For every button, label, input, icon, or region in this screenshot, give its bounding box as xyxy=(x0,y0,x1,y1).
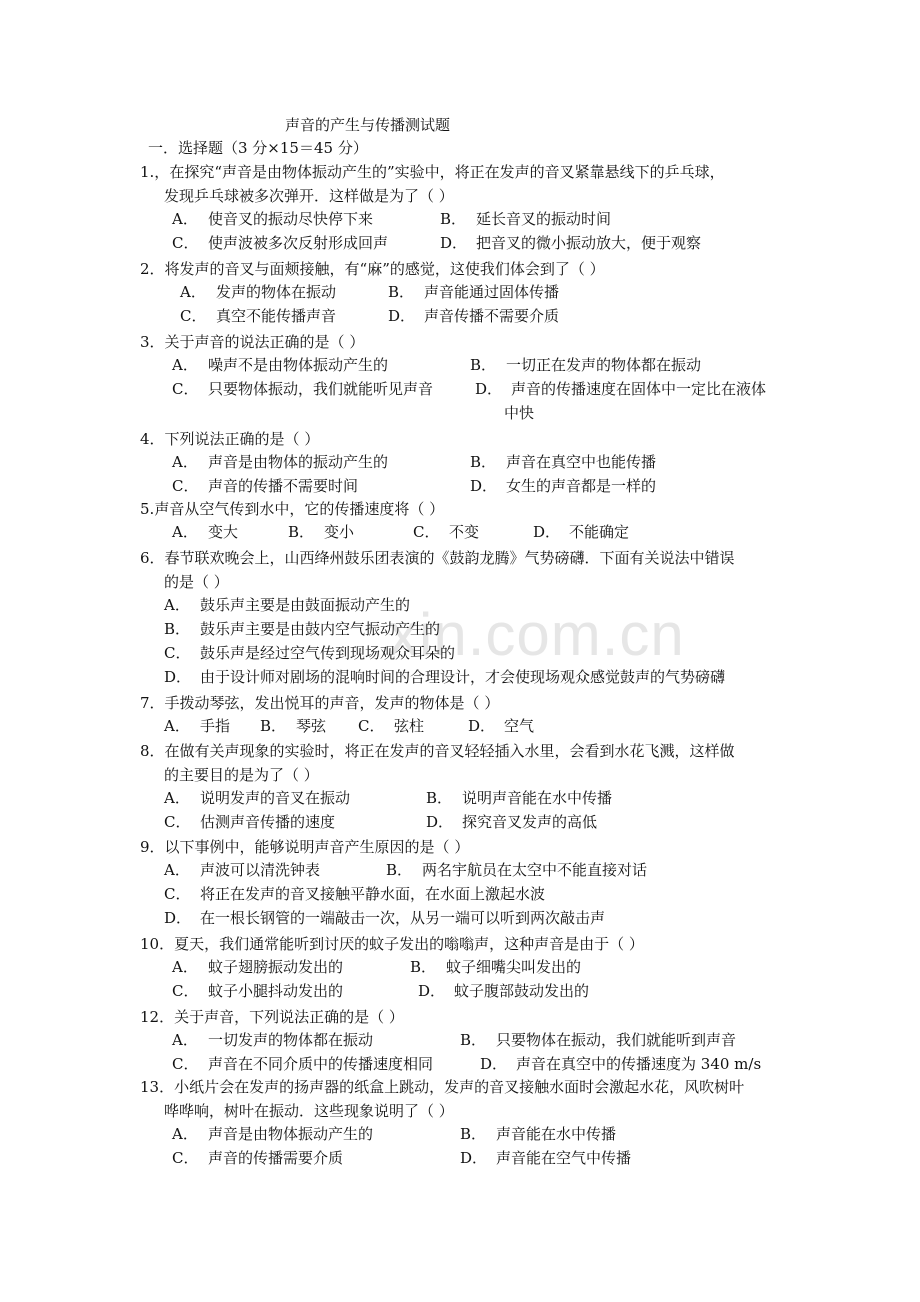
option-text: 声波可以清洗钟表 xyxy=(200,861,321,879)
option-a xyxy=(164,787,350,808)
option-text: 蚊子小腿抖动发出的 xyxy=(208,982,344,1000)
option-c xyxy=(413,521,479,542)
option-label: C． xyxy=(172,234,199,252)
question-text: 关于声音的说法正确的是（ ） xyxy=(164,333,365,351)
option-a xyxy=(164,859,320,880)
option-a xyxy=(172,354,388,375)
option-label: D． xyxy=(388,307,416,325)
question-stem xyxy=(140,932,644,956)
question-number: 1.， xyxy=(140,163,170,181)
question-stem xyxy=(140,1005,404,1029)
option-text: 鼓乐声主要是由鼓内空气振动产生的 xyxy=(200,620,441,638)
question-2 xyxy=(140,257,605,325)
question-stem xyxy=(140,835,469,859)
option-text: 发声的物体在振动 xyxy=(216,283,337,301)
option-label: B． xyxy=(460,1125,487,1143)
option-text: 只要物体振动，我们就能听见声音 xyxy=(208,380,434,398)
option-label: C． xyxy=(164,813,191,831)
option-d xyxy=(164,666,725,687)
option-text: 蚊子细嘴尖叫发出的 xyxy=(446,958,582,976)
question-text: 夏天，我们通常能听到讨厌的蚊子发出的嗡嗡声，这种声音是由于（ ） xyxy=(174,935,644,953)
question-text: 下列说法正确的是（ ） xyxy=(164,430,320,448)
option-label: B． xyxy=(386,861,413,879)
option-d xyxy=(460,1147,631,1168)
question-stem xyxy=(140,257,605,281)
question-number: 5. xyxy=(140,500,155,518)
option-text: 使音叉的振动尽快停下来 xyxy=(208,210,374,228)
option-label: C． xyxy=(180,307,207,325)
question-stem xyxy=(140,427,319,451)
option-a xyxy=(164,594,410,615)
option-text: 女生的声音都是一样的 xyxy=(506,477,657,495)
option-label: C． xyxy=(172,380,199,398)
option-label: C． xyxy=(172,1055,199,1073)
option-d xyxy=(164,907,605,928)
option-a xyxy=(180,281,336,302)
option-d xyxy=(468,715,534,736)
option-label: A． xyxy=(172,210,198,228)
option-text: 说明声音能在水中传播 xyxy=(462,789,613,807)
option-label: B． xyxy=(426,789,453,807)
option-label: A． xyxy=(172,356,198,374)
option-c xyxy=(164,642,455,663)
question-stem xyxy=(140,691,499,715)
option-text: 声音能在空气中传播 xyxy=(496,1149,632,1167)
question-7 xyxy=(140,691,535,735)
option-label: D． xyxy=(475,380,503,398)
option-label: C． xyxy=(172,477,199,495)
option-label: D． xyxy=(460,1149,488,1167)
question-stem-continued: 发现乒乓球被多次弹开．这样做是为了（ ） xyxy=(164,187,454,205)
option-a xyxy=(172,1029,373,1050)
option-d xyxy=(426,811,597,832)
question-number: 6． xyxy=(140,549,165,567)
question-stem xyxy=(140,330,364,354)
option-text: 鼓乐声是经过空气传到现场观众耳朵的 xyxy=(200,644,456,662)
question-text: 春节联欢晚会上，山西绛州鼓乐团表演的《鼓韵龙腾》气势磅礴．下面有关说法中错误 xyxy=(164,549,735,567)
option-label: B． xyxy=(440,210,467,228)
question-text: 在做有关声现象的实验时，将正在发声的音叉轻轻插入水里，会看到水花飞溅，这样做 xyxy=(164,742,735,760)
option-b xyxy=(388,281,559,302)
option-text: 声音的传播需要介质 xyxy=(208,1149,344,1167)
option-text: 不变 xyxy=(449,523,480,541)
option-label: C． xyxy=(164,644,191,662)
option-label: B． xyxy=(288,523,315,541)
question-stem-continued: 的主要目的是为了（ ） xyxy=(164,766,319,784)
option-c xyxy=(172,378,433,399)
option-text: 手指 xyxy=(200,717,231,735)
option-a xyxy=(172,451,388,472)
option-label: D． xyxy=(533,523,561,541)
question-number: 9． xyxy=(140,838,165,856)
option-text: 声音在真空中也能传播 xyxy=(506,453,657,471)
question-stem xyxy=(140,546,735,570)
question-stem xyxy=(140,497,444,521)
option-b xyxy=(460,1029,736,1050)
option-text: 使声波被多次反射形成回声 xyxy=(208,234,389,252)
option-c xyxy=(358,715,424,736)
option-label: A． xyxy=(172,453,198,471)
option-label: A． xyxy=(172,1125,198,1143)
option-a xyxy=(172,1123,373,1144)
option-label: B． xyxy=(164,620,191,638)
option-label: D． xyxy=(440,234,468,252)
option-b xyxy=(470,354,701,375)
option-d xyxy=(475,378,766,399)
option-label: D． xyxy=(468,717,496,735)
question-5 xyxy=(140,497,630,541)
option-text: 空气 xyxy=(504,717,535,735)
option-text: 一切发声的物体都在振动 xyxy=(208,1031,374,1049)
question-stem xyxy=(140,1075,744,1099)
option-label: A． xyxy=(164,861,190,879)
option-d xyxy=(440,232,701,253)
option-text-continued: 中快 xyxy=(504,404,535,422)
option-text: 由于设计师对剧场的混响时间的合理设计，才会使现场观众感觉鼓声的气势磅礴 xyxy=(200,668,726,686)
option-label: A． xyxy=(172,523,198,541)
question-stem xyxy=(140,739,735,763)
option-label: D． xyxy=(426,813,454,831)
option-c xyxy=(164,811,335,832)
option-label: B． xyxy=(260,717,287,735)
option-text: 声音是由物体的振动产生的 xyxy=(208,453,389,471)
question-text: 以下事例中，能够说明声音产生原因的是（ ） xyxy=(164,838,470,856)
option-b xyxy=(288,521,354,542)
question-9 xyxy=(140,835,648,927)
option-c xyxy=(172,232,388,253)
question-text: 声音从空气传到水中，它的传播速度将（ ） xyxy=(154,500,445,518)
option-b xyxy=(410,956,581,977)
question-8 xyxy=(140,739,735,831)
option-c xyxy=(172,1147,343,1168)
question-text: 小纸片会在发声的扬声器的纸盒上跳动，发声的音叉接触水面时会激起水花，风吹树叶 xyxy=(174,1078,745,1096)
section-heading: 一．选择题（3 分×15＝45 分） xyxy=(148,139,368,157)
option-text: 真空不能传播声音 xyxy=(216,307,337,325)
option-b xyxy=(440,208,611,229)
option-text: 琴弦 xyxy=(296,717,327,735)
question-12 xyxy=(140,1075,745,1167)
option-label: B． xyxy=(460,1031,487,1049)
option-d xyxy=(418,980,589,1001)
option-text: 声音是由物体振动产生的 xyxy=(208,1125,374,1143)
option-a xyxy=(172,521,238,542)
option-text: 声音传播不需要介质 xyxy=(424,307,560,325)
option-text: 声音的传播不需要时间 xyxy=(208,477,359,495)
question-number: 7． xyxy=(140,694,165,712)
question-number: 2． xyxy=(140,260,165,278)
option-text: 延长音叉的振动时间 xyxy=(476,210,612,228)
question-10 xyxy=(140,932,644,1000)
option-c xyxy=(164,883,545,904)
option-text: 声音能通过固体传播 xyxy=(424,283,560,301)
option-text: 蚊子翅膀振动发出的 xyxy=(208,958,344,976)
option-label: C． xyxy=(172,1149,199,1167)
option-text: 声音能在水中传播 xyxy=(496,1125,617,1143)
option-label: D． xyxy=(418,982,446,1000)
option-text: 变小 xyxy=(324,523,355,541)
option-text: 噪声不是由物体振动产生的 xyxy=(208,356,389,374)
option-text: 鼓乐声主要是由鼓面振动产生的 xyxy=(200,596,411,614)
option-b xyxy=(460,1123,616,1144)
option-text: 变大 xyxy=(208,523,239,541)
option-text: 声音在真空中的传播速度为 340 m/s xyxy=(516,1055,762,1073)
option-text: 只要物体在振动，我们就能听到声音 xyxy=(496,1031,737,1049)
page-title: 声音的产生与传播测试题 xyxy=(285,116,451,134)
option-text: 估测声音传播的速度 xyxy=(200,813,336,831)
option-d xyxy=(388,305,559,326)
option-b xyxy=(260,715,326,736)
option-label: C． xyxy=(172,982,199,1000)
option-d xyxy=(480,1053,761,1074)
option-text: 说明发声的音叉在振动 xyxy=(200,789,351,807)
option-label: C． xyxy=(413,523,440,541)
option-text: 将正在发声的音叉接触平静水面，在水面上激起水波 xyxy=(200,885,546,903)
option-label: A． xyxy=(172,958,198,976)
question-4 xyxy=(140,427,657,495)
question-number: 3． xyxy=(140,333,165,351)
option-b xyxy=(426,787,612,808)
question-text: 手拨动琴弦，发出悦耳的声音，发声的物体是（ ） xyxy=(164,694,500,712)
option-label: A． xyxy=(180,283,206,301)
question-number: 10． xyxy=(140,935,175,953)
option-text: 一切正在发声的物体都在振动 xyxy=(506,356,702,374)
option-text: 蚊子腹部鼓动发出的 xyxy=(454,982,590,1000)
option-text: 声音在不同介质中的传播速度相同 xyxy=(208,1055,434,1073)
option-label: D． xyxy=(480,1055,508,1073)
question-number: 4． xyxy=(140,430,165,448)
question-text: 将发声的音叉与面颊接触，有“麻”的感觉，这使我们体会到了（ ） xyxy=(164,260,605,278)
option-text: 不能确定 xyxy=(569,523,630,541)
question-11 xyxy=(140,1005,762,1073)
option-label: D． xyxy=(470,477,498,495)
option-a xyxy=(172,956,343,977)
question-stem-continued: 哗哗响，树叶在振动．这些现象说明了（ ） xyxy=(164,1102,454,1120)
option-label: B． xyxy=(410,958,437,976)
option-label: C． xyxy=(164,885,191,903)
option-text: 探究音叉发声的高低 xyxy=(462,813,598,831)
question-number: 13． xyxy=(140,1078,175,1096)
option-d xyxy=(533,521,629,542)
option-text: 把音叉的微小振动放大，便于观察 xyxy=(476,234,702,252)
question-text: 关于声音，下列说法正确的是（ ） xyxy=(174,1008,404,1026)
watermark: xin.com.cn xyxy=(388,601,685,668)
option-label: A． xyxy=(172,1031,198,1049)
option-b xyxy=(470,451,656,472)
option-label: B． xyxy=(470,453,497,471)
option-label: D． xyxy=(164,909,192,927)
option-label: B． xyxy=(470,356,497,374)
question-number: 8． xyxy=(140,742,165,760)
option-b xyxy=(164,618,440,639)
question-stem xyxy=(140,160,725,184)
option-label: C． xyxy=(358,717,385,735)
option-c xyxy=(172,475,358,496)
option-text: 两名宇航员在太空中不能直接对话 xyxy=(422,861,648,879)
option-text: 声音的传播速度在固体中一定比在液体 xyxy=(511,380,767,398)
question-stem-continued: 的是（ ） xyxy=(164,573,229,591)
question-1 xyxy=(140,160,725,252)
option-label: A． xyxy=(164,789,190,807)
option-c xyxy=(172,1053,433,1074)
question-number: 12． xyxy=(140,1008,175,1026)
option-c xyxy=(172,980,343,1001)
option-c xyxy=(180,305,336,326)
option-b xyxy=(386,859,647,880)
question-text: 在探究“声音是由物体振动产生的”实验中，将正在发声的音叉紧靠悬线下的乒乓球， xyxy=(169,163,725,181)
option-label: D． xyxy=(164,668,192,686)
option-a xyxy=(164,715,230,736)
question-3 xyxy=(140,330,767,422)
option-text: 弦柱 xyxy=(394,717,425,735)
option-label: A． xyxy=(164,596,190,614)
option-label: B． xyxy=(388,283,415,301)
option-label: A． xyxy=(164,717,190,735)
option-d xyxy=(470,475,656,496)
option-text: 在一根长钢管的一端敲击一次，从另一端可以听到两次敲击声 xyxy=(200,909,606,927)
option-a xyxy=(172,208,373,229)
